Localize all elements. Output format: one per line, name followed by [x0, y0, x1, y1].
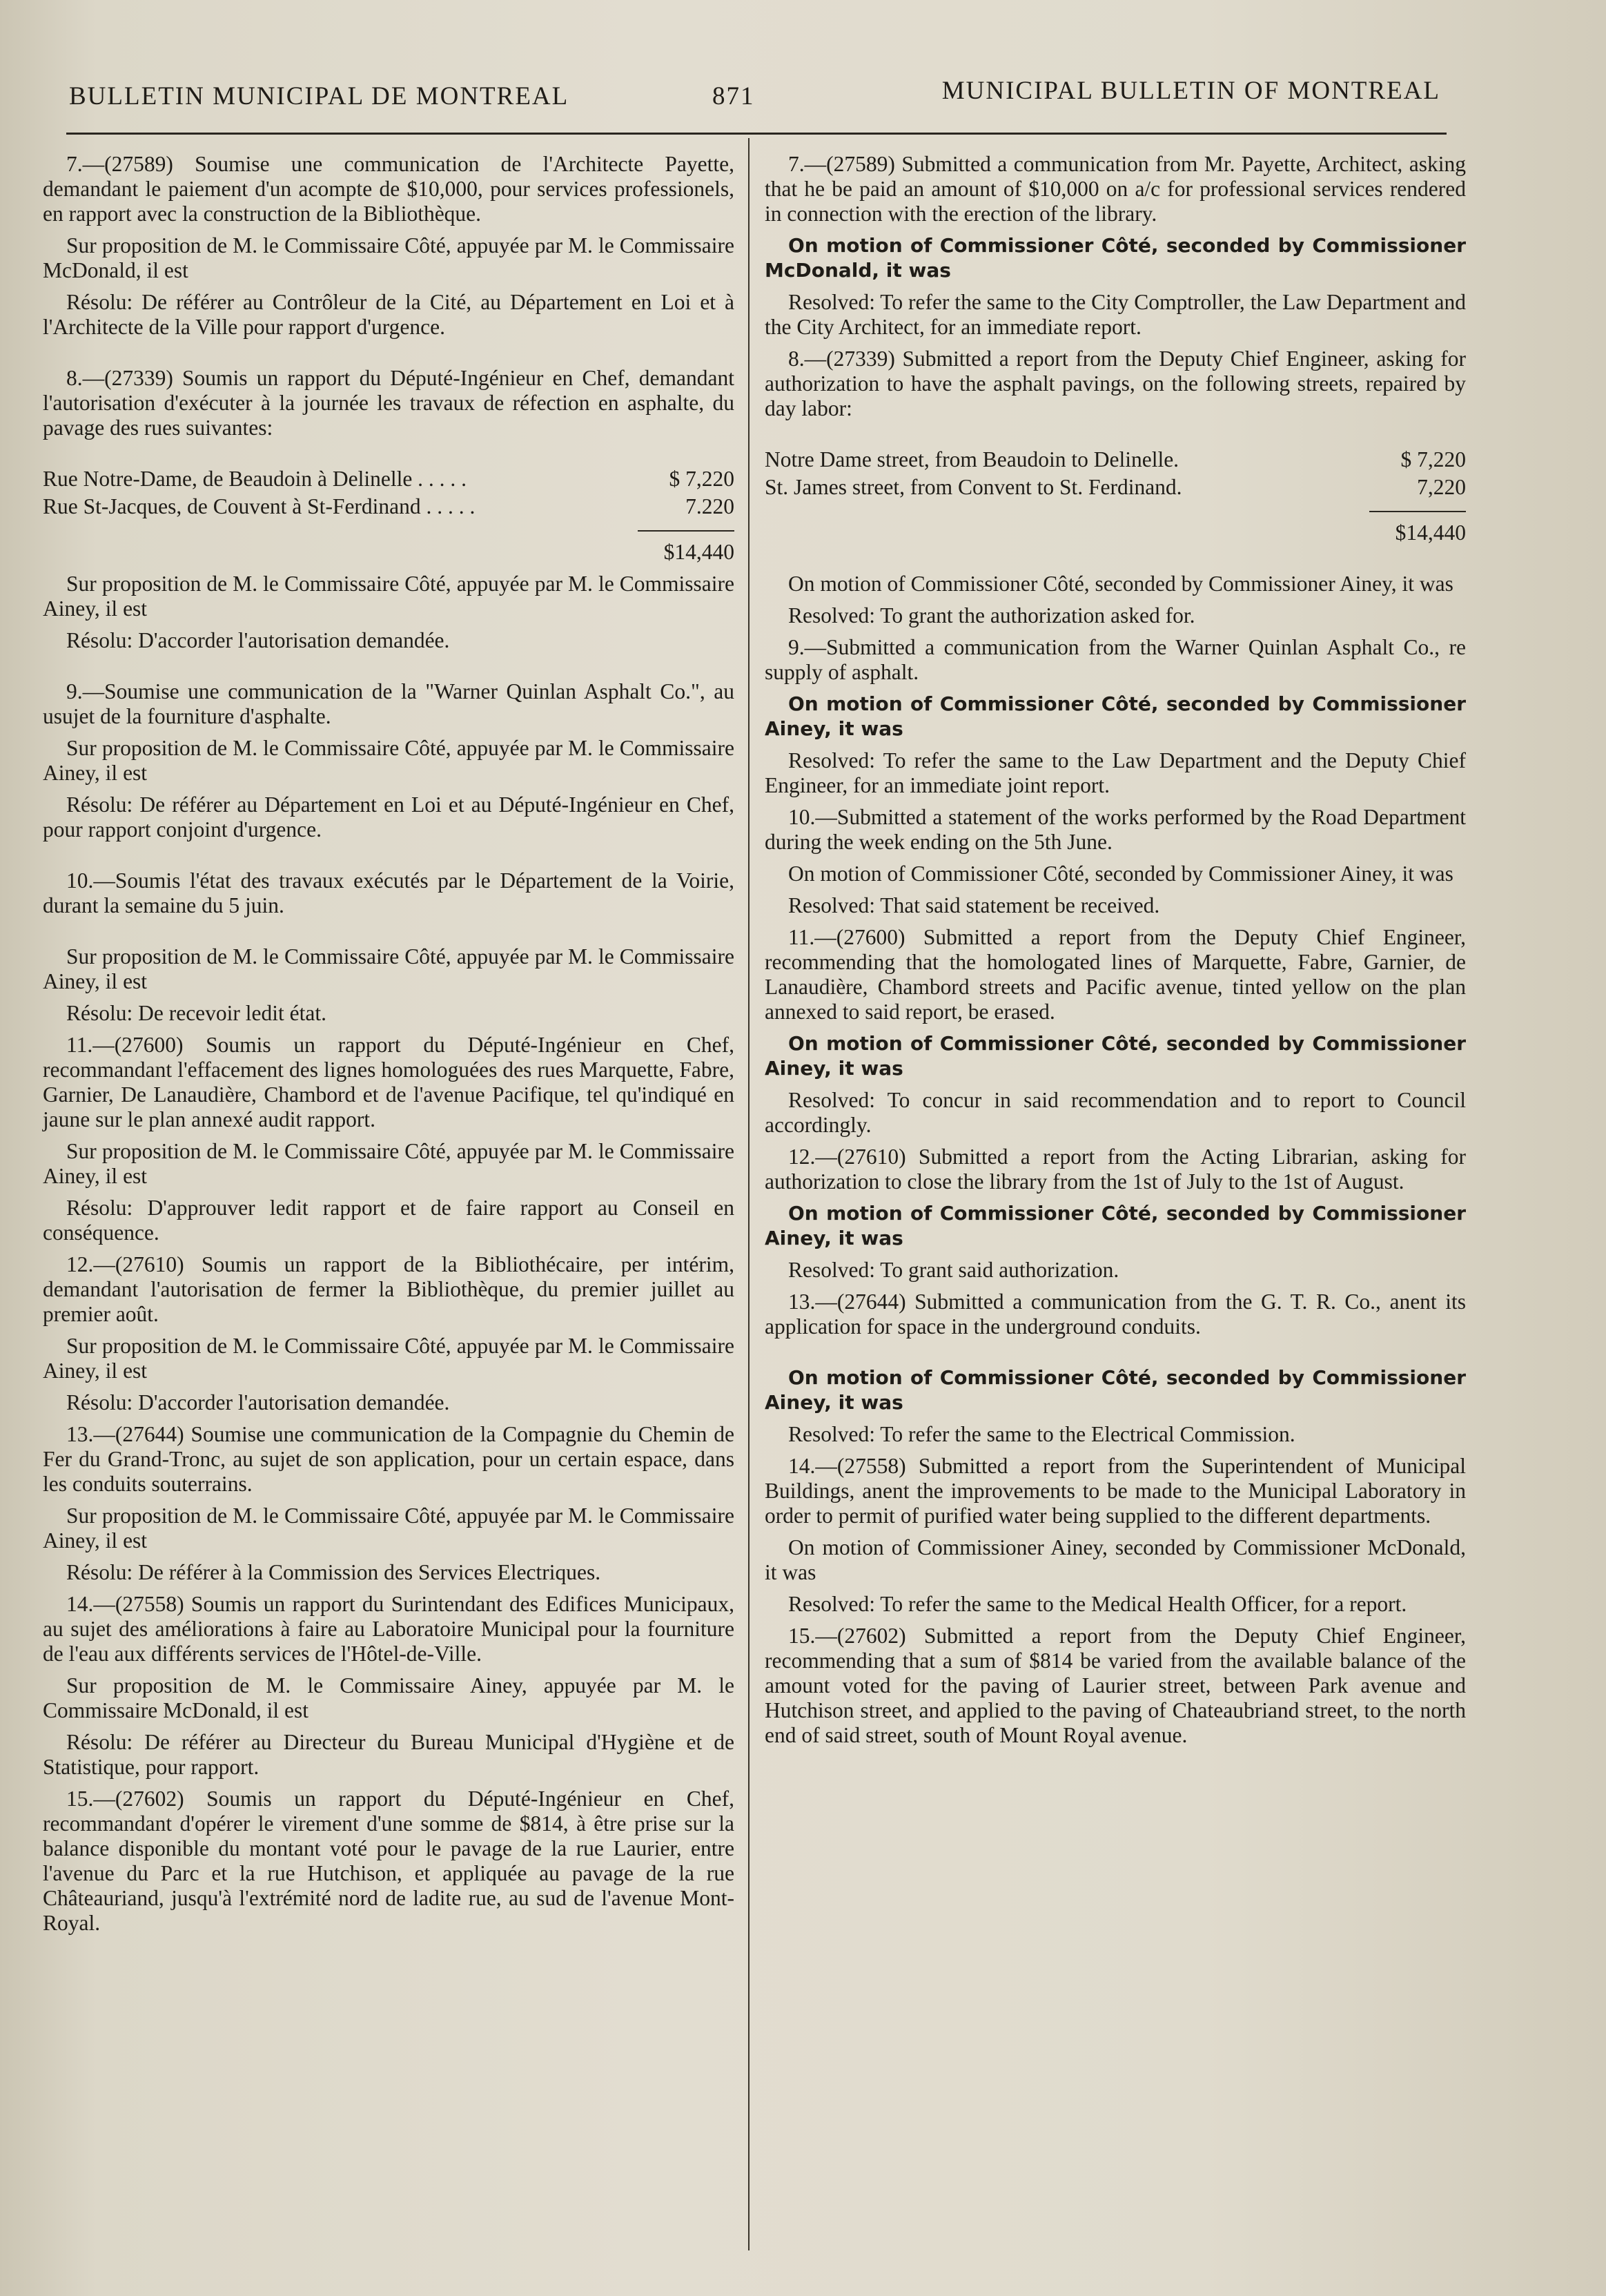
header-french-title: BULLETIN MUNICIPAL DE MONTREAL: [69, 82, 569, 110]
en-total: $14,440: [1395, 521, 1466, 545]
fr-item-13-motion: Sur proposition de M. le Commissaire Côté, appuyée par M. le Commissaire Ainey, il est: [43, 1504, 734, 1553]
fr-item-13-resolution: Résolu: De référer à la Commission des Services Electriques.: [66, 1560, 601, 1584]
fr-item-8: 8.—(27339) Soumis un rapport du Député-Ingénieur en Chef, demandant l'autorisation d'exécuter à la journée les travaux de réfection en asphalte, du pavage des rues suivantes:: [43, 366, 734, 440]
fr-item-12-motion: Sur proposition de M. le Commissaire Côté, appuyée par M. le Commissaire Ainey, il est: [43, 1334, 734, 1383]
fr-item-11-motion: Sur proposition de M. le Commissaire Côté, appuyée par M. le Commissaire Ainey, il est: [43, 1139, 734, 1188]
fr-item-7: 7.—(27589) Soumise une communication de l'Architecte Payette, demandant le paiement d'un acompte de $10,000, pour services professionels, en rapport avec la construction de la Bibliothèque.: [43, 152, 734, 226]
fr-total: $14,440: [663, 540, 734, 564]
en-street-label: Notre Dame street, from Beaudoin to Delinelle.: [765, 447, 1179, 471]
fr-item-14-resolution: Résolu: De référer au Directeur du Bureau Municipal d'Hygiène et de Statistique, pour rapport.: [43, 1730, 734, 1779]
fr-item-9-resolution: Résolu: De référer au Département en Loi et au Député-Ingénieur en Chef, pour rapport conjoint d'urgence.: [43, 792, 734, 841]
en-item-9: 9.—Submitted a communication from the Warner Quinlan Asphalt Co., re supply of asphalt.: [765, 635, 1466, 684]
fr-item-9: 9.—Soumise une communication de la "Warner Quinlan Asphalt Co.", au usujet de la fourniture d'asphalte.: [43, 679, 734, 728]
header-rule: [66, 133, 1447, 135]
fr-item-7-resolution: Résolu: De référer au Contrôleur de la Cité, au Département en Loi et à l'Architecte de la Ville pour rapport d'urgence.: [43, 290, 734, 339]
en-item-11-resolution: Resolved: To concur in said recommendation and to report to Council accordingly.: [765, 1088, 1466, 1137]
fr-item-8-motion: Sur proposition de M. le Commissaire Côté, appuyée par M. le Commissaire Ainey, il est: [43, 572, 734, 621]
fr-item-10-resolution: Résolu: De recevoir ledit état.: [66, 1001, 326, 1025]
en-item-8: 8.—(27339) Submitted a report from the Deputy Chief Engineer, asking for authorization to have the asphalt pavings, on the following streets, repaired by day labor:: [765, 347, 1466, 420]
en-item-11: 11.—(27600) Submitted a report from the Deputy Chief Engineer, recommending that the homologated lines of Marquette, Fabre, Garnier, de Lanaudière, Chambord streets and Pacific avenue, tinted yellow on the plan annexed to said report, be erased.: [765, 925, 1466, 1024]
fr-street-amount: $ 7,220: [669, 467, 734, 491]
column-divider: [748, 138, 750, 2250]
en-item-8-motion: On motion of Commissioner Côté, seconded by Commissioner Ainey, it was: [788, 572, 1453, 596]
fr-item-11-resolution: Résolu: D'approuver ledit rapport et de faire rapport au Conseil en conséquence.: [43, 1196, 734, 1245]
english-column: [765, 152, 1466, 1755]
en-item-12-motion: On motion of Commissioner Côté, seconded by Commissioner Ainey, it was: [765, 1202, 1466, 1249]
fr-street-row: [43, 494, 734, 519]
en-street-amount: 7,220: [1417, 475, 1466, 499]
fr-item-8-resolution: Résolu: D'accorder l'autorisation demandée.: [66, 628, 450, 652]
en-item-7: 7.—(27589) Submitted a communication from Mr. Payette, Architect, asking that he be paid an amount of $10,000 on a/c for professional services rendered in connection with the erection of the library.: [765, 152, 1466, 226]
en-item-8-resolution: Resolved: To grant the authorization asked for.: [788, 603, 1195, 627]
en-item-13: 13.—(27644) Submitted a communication from the G. T. R. Co., anent its application for space in the underground conduits.: [765, 1290, 1466, 1339]
page-number: 871: [712, 82, 755, 110]
fr-item-10-motion: Sur proposition de M. le Commissaire Côté, appuyée par M. le Commissaire Ainey, il est: [43, 944, 734, 993]
fr-street-label: Rue St-Jacques, de Couvent à St-Ferdinand . . . . .: [43, 494, 476, 518]
en-item-14-resolution: Resolved: To refer the same to the Medical Health Officer, for a report.: [788, 1592, 1407, 1616]
fr-item-11: 11.—(27600) Soumis un rapport du Député-Ingénieur en Chef, recommandant l'effacement des lignes homologuées des rues Marquette, Fabre, Garnier, De Lanaudière, Chambord et de l'avenue Pacifique, tel qu'indiqué en jaune sur le plan annexé audit rapport.: [43, 1033, 734, 1131]
fr-item-14-motion: Sur proposition de M. le Commissaire Ainey, appuyée par M. le Commissaire McDonald, il est: [43, 1673, 734, 1722]
fr-item-12-resolution: Résolu: D'accorder l'autorisation demandée.: [66, 1390, 450, 1414]
en-item-13-resolution: Resolved: To refer the same to the Electrical Commission.: [788, 1422, 1295, 1446]
fr-item-7-motion: Sur proposition de M. le Commissaire Côté, appuyée par M. le Commissaire McDonald, il est: [43, 233, 734, 282]
fr-street-amount: 7.220: [685, 494, 734, 518]
en-item-10-resolution: Resolved: That said statement be received.: [788, 893, 1160, 917]
fr-sum-rule: [638, 530, 734, 532]
fr-item-14: 14.—(27558) Soumis un rapport du Surintendant des Edifices Municipaux, au sujet des améliorations à faire au Laboratoire Municipal pour la fourniture de l'eau aux différents services de l'Hôtel-de-Ville.: [43, 1592, 734, 1666]
fr-item-10: 10.—Soumis l'état des travaux exécutés par le Département de la Voirie, durant la semaine du 5 juin.: [43, 868, 734, 917]
page-header: [69, 76, 1440, 117]
en-street-amount: $ 7,220: [1400, 447, 1466, 471]
en-item-9-resolution: Resolved: To refer the same to the Law Department and the Deputy Chief Engineer, for an immediate joint report.: [765, 748, 1466, 797]
en-item-14-motion: On motion of Commissioner Ainey, seconded by Commissioner McDonald, it was: [765, 1535, 1466, 1584]
en-item-12: 12.—(27610) Submitted a report from the Acting Librarian, asking for authorization to close the library from the 1st of July to the 1st of August.: [765, 1145, 1466, 1194]
en-item-13-motion: On motion of Commissioner Côté, seconded by Commissioner Ainey, it was: [765, 1366, 1466, 1414]
en-item-7-resolution: Resolved: To refer the same to the City Comptroller, the Law Department and the City Architect, for an immediate report.: [765, 290, 1466, 339]
french-column: [43, 152, 734, 1943]
en-street-label: St. James street, from Convent to St. Ferdinand.: [765, 475, 1182, 499]
fr-item-13: 13.—(27644) Soumise une communication de la Compagnie du Chemin de Fer du Grand-Tronc, au sujet de son application, pour un certain espace, dans les conduits souterrains.: [43, 1422, 734, 1496]
en-street-row: [765, 475, 1466, 500]
fr-street-label: Rue Notre-Dame, de Beaudoin à Delinelle . . . . .: [43, 467, 467, 491]
en-street-row: [765, 447, 1466, 472]
en-item-10-motion: On motion of Commissioner Côté, seconded by Commissioner Ainey, it was: [788, 862, 1453, 886]
fr-item-15: 15.—(27602) Soumis un rapport du Député-Ingénieur en Chef, recommandant d'opérer le virement d'une somme de $814, à être prise sur la balance disponible du montant voté pour le pavage de la rue Laurier, entre l'avenue du Parc et la rue Hutchison, et appliquée au pavage de la rue Châteauriand, jusqu'à l'extrémité nord de ladite rue, au sud de l'avenue Mont-Royal.: [43, 1787, 734, 1935]
en-item-10: 10.—Submitted a statement of the works performed by the Road Department during the week ending on the 5th June.: [765, 805, 1466, 854]
en-item-14: 14.—(27558) Submitted a report from the Superintendent of Municipal Buildings, anent the improvements to be made to the Municipal Laboratory in order to permit of purified water being supplied to the different departments.: [765, 1454, 1466, 1528]
fr-street-row: [43, 467, 734, 492]
en-item-7-motion: On motion of Commissioner Côté, seconded by Commissioner McDonald, it was: [765, 234, 1466, 282]
en-item-15: 15.—(27602) Submitted a report from the Deputy Chief Engineer, recommending that a sum of $814 be varied from the available balance of the amount voted for the paving of Laurier street, between Park avenue and Hutchison street, and applied to the paving of Chateaubriand street, to the north end of said street, south of Mount Royal avenue.: [765, 1624, 1466, 1747]
en-item-12-resolution: Resolved: To grant said authorization.: [788, 1258, 1119, 1282]
fr-item-9-motion: Sur proposition de M. le Commissaire Côté, appuyée par M. le Commissaire Ainey, il est: [43, 736, 734, 785]
en-item-11-motion: On motion of Commissioner Côté, seconded by Commissioner Ainey, it was: [765, 1032, 1466, 1080]
header-english-title: MUNICIPAL BULLETIN OF MONTREAL: [941, 77, 1440, 105]
en-sum-rule: [1369, 511, 1466, 512]
en-item-9-motion: On motion of Commissioner Côté, seconded by Commissioner Ainey, it was: [765, 692, 1466, 740]
fr-item-12: 12.—(27610) Soumis un rapport de la Bibliothécaire, per intérim, demandant l'autorisation de fermer la Bibliothèque, du premier juillet au premier août.: [43, 1252, 734, 1326]
